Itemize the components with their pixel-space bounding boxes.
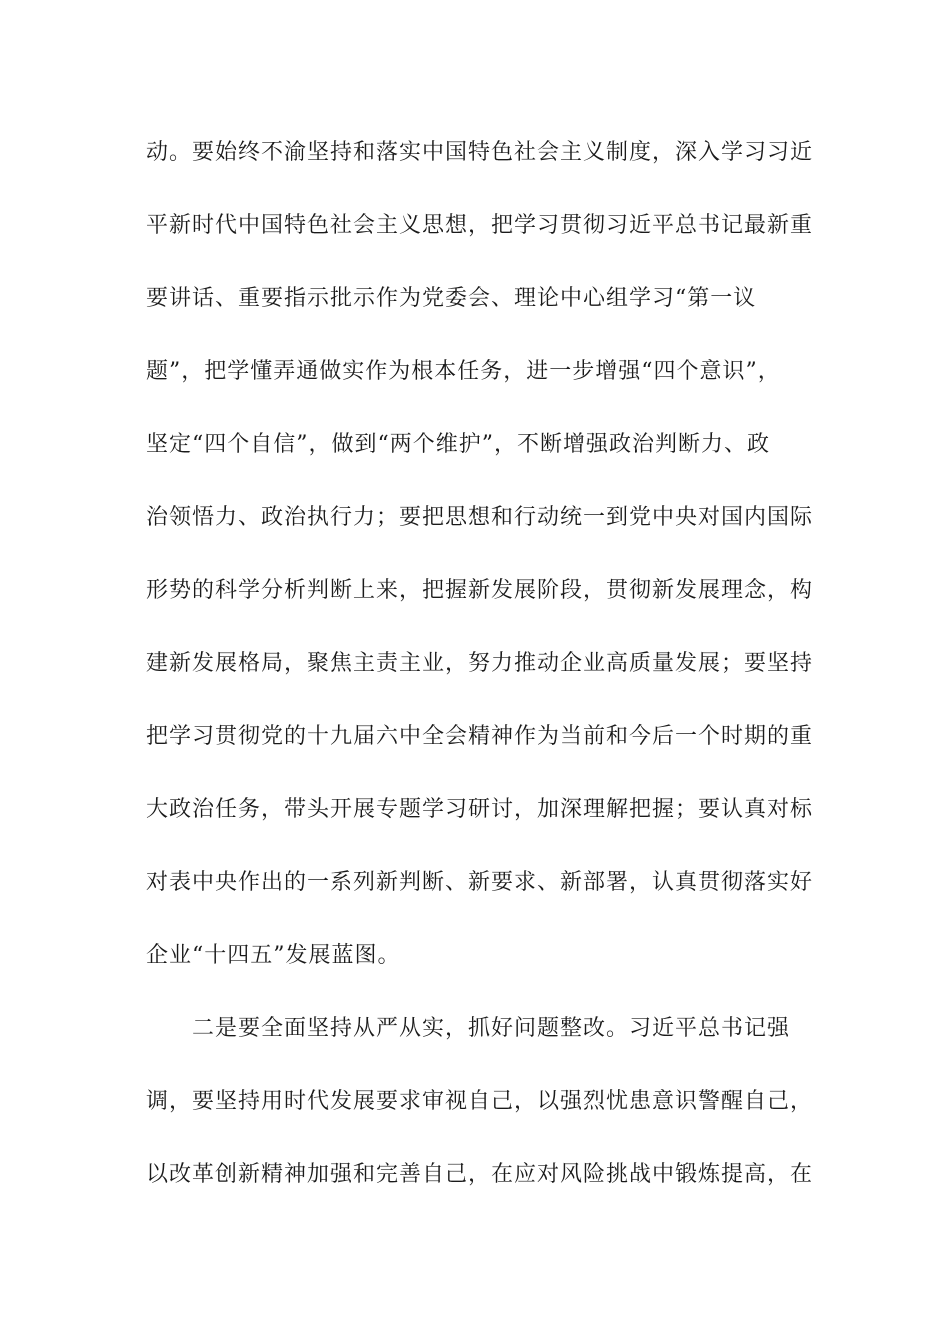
text-line: 对表中央作出的一系列新判断、新要求、新部署，认真贯彻落实好	[146, 870, 814, 895]
text-line: 动。要始终不渝坚持和落实中国特色社会主义制度，深入学习习近	[146, 140, 814, 165]
text-line: 治领悟力、政治执行力；要把思想和行动统一到党中央对国内国际	[146, 505, 814, 530]
text-line: 企业“十四五”发展蓝图。	[146, 943, 401, 968]
paragraph-first-line: 二是要全面坚持从严从实，抓好问题整改。习近平总书记强	[192, 1016, 791, 1041]
text-line: 题”，把学懂弄通做实作为根本任务，进一步增强“四个意识”，	[146, 359, 781, 384]
text-line: 平新时代中国特色社会主义思想，把学习贯彻习近平总书记最新重	[146, 213, 814, 238]
text-line: 建新发展格局，聚焦主责主业，努力推动企业高质量发展；要坚持	[146, 651, 814, 676]
text-line: 形势的科学分析判断上来，把握新发展阶段，贯彻新发展理念，构	[146, 578, 814, 603]
text-line: 把学习贯彻党的十九届六中全会精神作为当前和今后一个时期的重	[146, 724, 814, 749]
text-line: 调，要坚持用时代发展要求审视自己，以强烈忧患意识警醒自己，	[146, 1089, 814, 1114]
text-line: 要讲话、重要指示批示作为党委会、理论中心组学习“第一议	[146, 286, 757, 311]
document-body	[146, 130, 814, 1225]
text-line: 以改革创新精神加强和完善自己，在应对风险挑战中锻炼提高，在	[146, 1162, 814, 1187]
text-line: 大政治任务，带头开展专题学习研讨，加深理解把握；要认真对标	[146, 797, 814, 822]
text-line: 坚定“四个自信”，做到“两个维护”，不断增强政治判断力、政	[146, 432, 770, 457]
